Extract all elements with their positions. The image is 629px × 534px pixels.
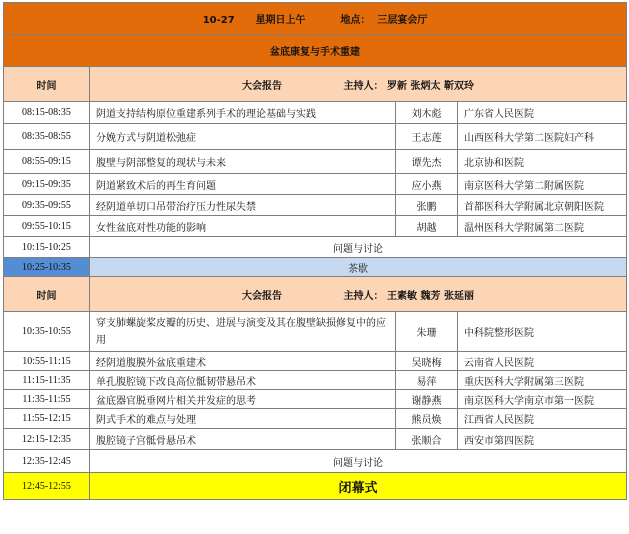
time-cell: 08:15-08:35 [4,102,90,124]
report-host-header [90,67,627,102]
topic-cell: 腹腔镜子宫骶骨悬吊术 [90,429,396,450]
closing-row [4,473,627,500]
speaker-cell: 胡越 [396,216,458,237]
time-cell: 11:15-11:35 [4,371,90,390]
discussion-label: 问题与讨论 [90,237,627,258]
host-list: 主持人： 王素敏 魏芳 张延丽 [343,290,474,302]
col-report-header: 大会报告 [242,290,283,302]
time-cell: 10:35-10:55 [4,312,90,352]
table-row [4,195,627,216]
col-report-header: 大会报告 [242,80,283,92]
table-row [4,102,627,124]
institution-cell: 云南省人民医院 [458,352,627,371]
tea-break-label: 茶歇 [90,258,627,277]
header-row [4,3,627,35]
institution-cell: 广东省人民医院 [458,102,627,124]
table-row [4,371,627,390]
header-row [4,35,627,67]
table-row [4,429,627,450]
table-row [4,150,627,174]
institution-cell: 中科院整形医院 [458,312,627,352]
time-cell: 10:15-10:25 [4,237,90,258]
topic-cell: 穿支肺螺旋桨皮瓣的历史、进展与演变及其在腹壁缺损修复中的应用 [90,312,396,352]
host-list: 主持人： 罗新 张炳太 靳双玲 [343,80,474,92]
schedule [3,2,626,500]
time-cell: 10:55-11:15 [4,352,90,371]
time-cell: 12:15-12:35 [4,429,90,450]
speaker-cell: 熊员焕 [396,409,458,429]
discussion-row [4,237,627,258]
table-row [4,124,627,150]
topic-cell: 经阴道单切口吊带治疗压力性尿失禁 [90,195,396,216]
column-header-row [4,277,627,312]
tea-break-row [4,258,627,277]
table-row [4,409,627,429]
speaker-cell: 刘木彪 [396,102,458,124]
speaker-cell: 张鹏 [396,195,458,216]
topic-cell: 盆底器官脱垂网片相关并发症的思考 [90,390,396,409]
institution-cell: 温州医科大学附属第二医院 [458,216,627,237]
topic-cell: 单孔腹腔镜下改良高位骶韧带悬吊术 [90,371,396,390]
institution-cell: 西安市第四医院 [458,429,627,450]
institution-cell: 南京医科大学南京市第一医院 [458,390,627,409]
speaker-cell: 朱珊 [396,312,458,352]
table-row [4,352,627,371]
speaker-cell: 吴晓梅 [396,352,458,371]
table-row [4,390,627,409]
table-row [4,216,627,237]
time-cell: 11:35-11:55 [4,390,90,409]
topic-cell: 阴式手术的难点与处理 [90,409,396,429]
topic-cell: 分娩方式与阴道松弛症 [90,124,396,150]
time-cell: 12:35-12:45 [4,450,90,473]
institution-cell: 南京医科大学第二附属医院 [458,174,627,195]
institution-cell: 重庆医科大学附属第三医院 [458,371,627,390]
speaker-cell: 谭先杰 [396,150,458,174]
institution-cell: 首都医科大学附属北京朝阳医院 [458,195,627,216]
discussion-row [4,450,627,473]
institution-cell: 江西省人民医院 [458,409,627,429]
time-cell: 09:55-10:15 [4,216,90,237]
table-row [4,174,627,195]
session-title: 盆底康复与手术重建 [4,35,627,67]
topic-cell: 阴道支持结构原位重建系列手术的理论基础与实践 [90,102,396,124]
schedule-table [3,2,627,500]
session-date-location: 10-27 星期日上午 地点： 三层宴会厅 [4,3,627,35]
institution-cell: 北京协和医院 [458,150,627,174]
time-cell: 08:35-08:55 [4,124,90,150]
speaker-cell: 王志莲 [396,124,458,150]
table-row [4,312,627,352]
speaker-cell: 张顺合 [396,429,458,450]
topic-cell: 腹壁与阴部整复的现状与未来 [90,150,396,174]
topic-cell: 阴道紧致术后的再生育问题 [90,174,396,195]
report-host-header [90,277,627,312]
time-cell: 12:45-12:55 [4,473,90,500]
col-time-header: 时间 [4,277,90,312]
column-header-row [4,67,627,102]
speaker-cell: 应小燕 [396,174,458,195]
speaker-cell: 易萍 [396,371,458,390]
topic-cell: 女性盆底对性功能的影响 [90,216,396,237]
discussion-label: 问题与讨论 [90,450,627,473]
time-cell: 08:55-09:15 [4,150,90,174]
col-time-header: 时间 [4,67,90,102]
institution-cell: 山西医科大学第二医院妇产科 [458,124,627,150]
time-cell: 10:25-10:35 [4,258,90,277]
time-cell: 09:35-09:55 [4,195,90,216]
topic-cell: 经阴道腹膜外盆底重建术 [90,352,396,371]
speaker-cell: 谢静燕 [396,390,458,409]
closing-ceremony-label: 闭幕式 [90,473,627,500]
time-cell: 11:55-12:15 [4,409,90,429]
time-cell: 09:15-09:35 [4,174,90,195]
